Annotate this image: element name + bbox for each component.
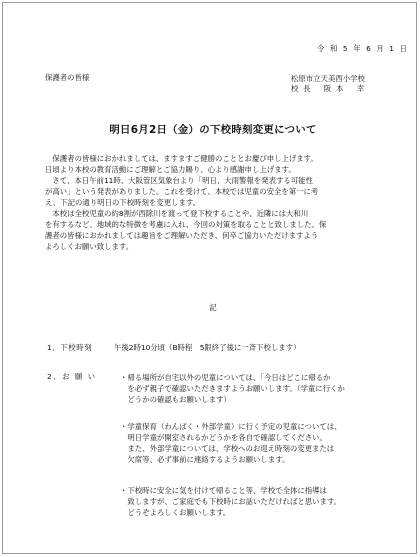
addressee: 保護者の皆様: [45, 73, 90, 82]
bullet-line: 致しますが、ご家庭でも下校時にお話いただければと思います。: [120, 497, 342, 506]
principal-name: 校 長 阪 本 幸: [291, 84, 366, 93]
school-name: 松原市立天美西小学校: [291, 74, 365, 83]
page-title: 明日6月2日（金）の下校時刻変更について: [109, 124, 317, 136]
body-line: よろしくお願い致します。: [45, 242, 134, 251]
item1-label: 1．下校時刻: [47, 343, 93, 352]
bullet-line: また、外部学童については、学校へのお迎え時刻の変更または: [120, 444, 335, 453]
body-line: 護者の皆様におかれましては趣旨をご理解いただき、何卒ご協力いただけますよう: [45, 231, 319, 240]
bullet-line: ・帰る場所が自宅以外の児童については、「今日はどこに帰るか: [120, 373, 331, 382]
body-line: 本校は全校児童の約8割が西除川を渡って登下校することや、近隣には大和川: [45, 209, 309, 218]
body-line: え、下記の通り明日の下校時刻を変更します。: [45, 198, 201, 207]
bullet-line: ・下校時に安全に気を付けて帰ること等、学校で全体に指導は: [120, 486, 327, 495]
bullet-line: 明日学童が開室されるかどうかを各自で確認してください。: [120, 433, 327, 442]
ki-heading: 記: [209, 303, 217, 312]
body-line: さて、本日午前11時、大阪管区気象台より「明日、大雨警報を発表する可能性: [45, 176, 313, 185]
date: 令 和 5 年 6 月 1 日: [317, 44, 409, 53]
request-bullet-1: [120, 372, 395, 405]
body-line: が高い」という発表がありました。これを受けて、本校では児童の安全を第一に考: [45, 187, 319, 196]
body-text: [45, 153, 391, 252]
body-line: 保護者の皆様におかれましては、ますますご健勝のこととお慶び申し上げます。: [45, 154, 318, 163]
bullet-line: ・学童保育（わんぱく・外部学童）に行く予定の児童については、: [120, 422, 342, 431]
item1-value: 午後2時10分頃（B時程 5限終了後に一斉下校します）: [114, 343, 301, 352]
document-page: [2, 2, 417, 554]
bullet-line: を必ず親子で確認いただきますようお願いします。（学童に行くか: [120, 384, 345, 393]
bullet-line: どうぞよろしくお願いします。: [120, 508, 231, 517]
item2-label: 2．お 願 い: [47, 372, 97, 381]
bullet-line: 欠席等、必ず事前に連絡するようお願いします。: [120, 455, 290, 464]
bullet-line: どうかの確認もお願いします）: [120, 395, 231, 404]
request-bullet-2: [120, 421, 395, 465]
body-line: を有するなど、地域的な特徴を考慮に入れ、今回の対策を取ることと致しました。保: [45, 220, 327, 229]
body-line: 日頃より本校の教育活動にご理解とご協力賜り、心より感謝申し上げます。: [45, 165, 296, 174]
request-bullet-3: [120, 485, 395, 518]
